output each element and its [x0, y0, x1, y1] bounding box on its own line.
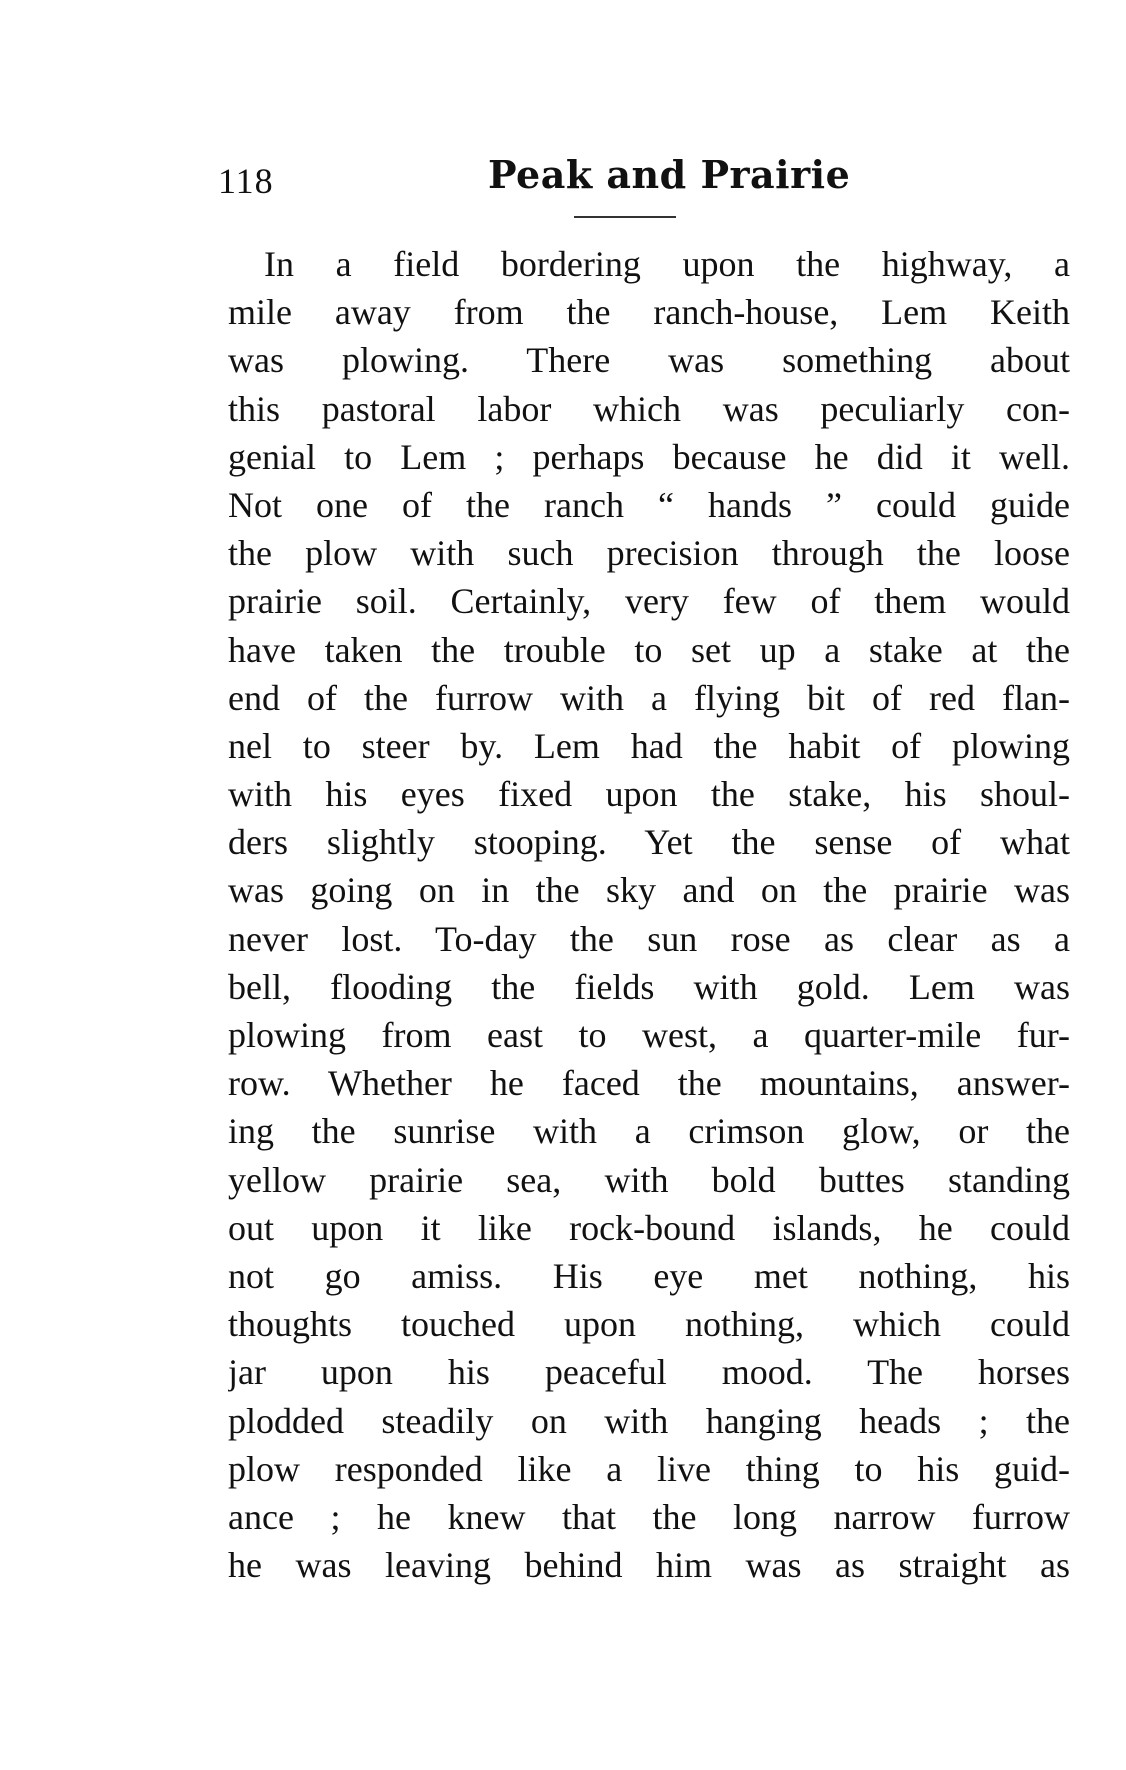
text-line-26: plow responded like a live thing to his guid-: [228, 1448, 1070, 1489]
text-line-7: the plow with such precision through the loose: [228, 533, 1070, 574]
text-line-17: plowing from east to west, a quarter-mile fur-: [228, 1015, 1070, 1055]
text-line-4: this pastoral labor which was peculiarly con-: [228, 388, 1070, 429]
text-line-3: was plowing. There was something about: [228, 340, 1070, 381]
text-line-15: never lost. To-day the sun rose as clear as a: [228, 918, 1070, 959]
text-line-24: jar upon his peaceful mood. The horses: [228, 1352, 1070, 1393]
text-line-10: end of the furrow with a flying bit of red flan-: [228, 677, 1070, 718]
running-title: Peak and Prairie: [488, 152, 851, 197]
text-line-5: genial to Lem ; perhaps because he did it well.: [228, 436, 1070, 477]
running-head: [218, 152, 1070, 212]
header-rule: [574, 216, 676, 218]
text-line-22: not go amiss. His eye met nothing, his: [228, 1255, 1070, 1296]
body-text: [228, 240, 1070, 1589]
text-line-19: ing the sunrise with a crimson glow, or the: [228, 1111, 1070, 1152]
text-line-6: Not one of the ranch “ hands ” could guide: [228, 484, 1070, 525]
text-line-1: In a field bordering upon the highway, a: [264, 244, 1070, 284]
page-number: 118: [218, 161, 274, 201]
text-line-25: plodded steadily on with hanging heads ; the: [228, 1400, 1070, 1441]
text-line-18: row. Whether he faced the mountains, answer-: [228, 1063, 1070, 1104]
text-line-12: with his eyes fixed upon the stake, his shoul-: [228, 774, 1070, 815]
text-line-9: have taken the trouble to set up a stake at the: [228, 629, 1070, 670]
text-line-23: thoughts touched upon nothing, which could: [228, 1304, 1070, 1345]
text-line-8: prairie soil. Certainly, very few of them would: [228, 581, 1070, 622]
text-line-14: was going on in the sky and on the prairie was: [228, 870, 1070, 911]
text-line-21: out upon it like rock-bound islands, he could: [228, 1207, 1070, 1248]
text-line-2: mile away from the ranch-house, Lem Keith: [228, 292, 1070, 333]
text-line-27: ance ; he knew that the long narrow furrow: [228, 1496, 1070, 1537]
text-line-20: yellow prairie sea, with bold buttes standing: [228, 1159, 1070, 1200]
text-line-28: he was leaving behind him was as straight as: [228, 1545, 1070, 1586]
text-line-13: ders slightly stooping. Yet the sense of what: [228, 822, 1070, 863]
text-line-11: nel to steer by. Lem had the habit of plowing: [228, 725, 1070, 766]
text-line-16: bell, flooding the fields with gold. Lem was: [228, 966, 1070, 1007]
